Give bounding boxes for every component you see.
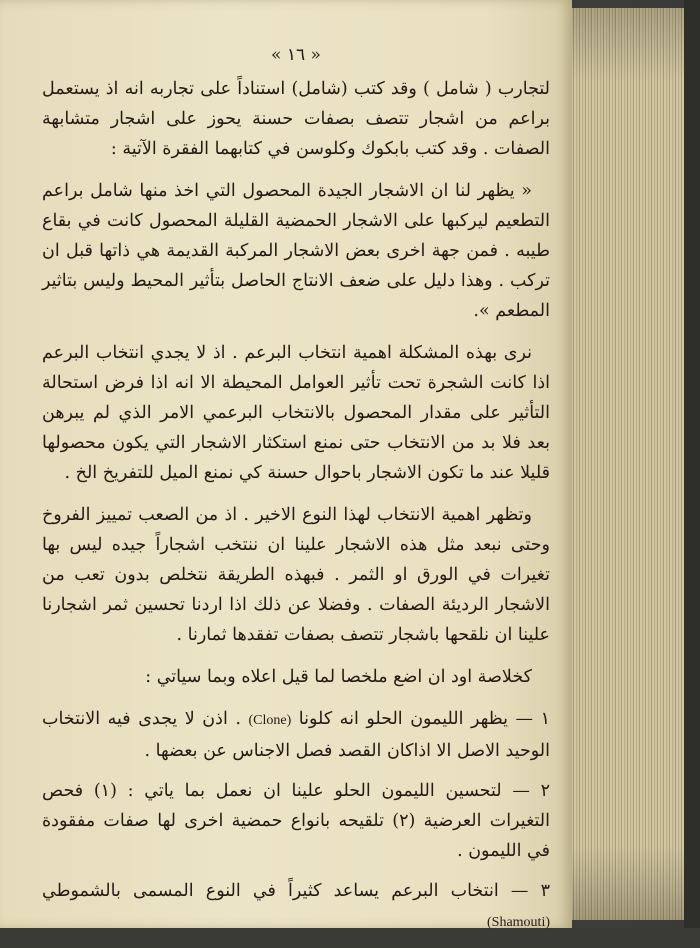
list-item [42, 876, 550, 938]
latin-term: (Clone) [248, 713, 292, 728]
list-item-number: ١ — [515, 709, 550, 729]
latin-term: (Shamouti) [487, 915, 550, 930]
list-item-number: ٣ — [510, 881, 550, 901]
list-item-text: انتخاب البرعم يساعد كثيراً في النوع المسمى بالشموطي [42, 881, 499, 901]
paragraph-4: وتظهر اهمية الانتخاب لهذا النوع الاخير . اذ من الصعب تمييز الفروخ وحتى نبعد مثل هذه الاشجار علينا ان ننتخب اشجاراً جيده ليس بها تغيرات في الورق او الثمر . فبهذه الطريقة نتخلص بدون تعب من الاشجار الرديئة الصفات . وفضلا عن ذلك اذا اردنا تحسين ثمر اشجارنا علينا ان نلقحها باشجار تتصف بصفات تفقدها ثمارنا . [42, 505, 550, 645]
paragraph-3: نرى بهذه المشكلة اهمية انتخاب البرعم . اذ لا يجدي انتخاب البرعم اذا كانت الشجرة تحت تأثير العوامل المحيطة الا انه اذا فرض استحالة التأثير على مقدار المحصول بالانتخاب البرعمي الامر الذي لم يبرهن بعد فلا بد من الانتخاب حتى نمنع استكثار الاشجار التي يكون محصولها قليلا عند ما تكون الاشجار باحوال حسنة كي نمنع الميل للتفريخ الخ . [42, 343, 550, 483]
list-item-text: يظهر الليمون الحلو انه كلونا [298, 709, 508, 729]
book-page-edges [566, 8, 686, 920]
list-item [42, 776, 550, 866]
list-item-text-cont: . اذن لا يجدى فيه الانتخاب الوحيد الاصل الا اذاكان القصد فصل الاجناس عن بعضها . [42, 709, 550, 761]
list-item-text: لتحسين الليمون الحلو علينا ان نعمل بما ياتي : (١) فحص التغيرات العرضية (٢) تلقيحه بانواع حمضية اخرى لها صفات مفقودة في الليمون . [42, 781, 550, 861]
paragraph-1: لتجارب ( شامل ) وقد كتب (شامل) استناداً على تجاربه انه اذ يستعمل براعم من اشجار تتصف بصفات حسنة يحوز على اشجار متشابهة الصفات . وقد كتب بابكوك وكلوسن في كتابهما الفقرة الآتية : [42, 79, 550, 159]
page-text-block [42, 40, 550, 948]
list-item [42, 704, 550, 766]
book-cover-edge [684, 0, 700, 928]
page-number: « ١٦ » [271, 45, 321, 65]
list-item-number: ٢ — [512, 781, 550, 801]
quote-paragraph: « يظهر لنا ان الاشجار الجيدة المحصول التي اخذ منها شامل براعم التطعيم ليركبها على الاشجار الحمضية القليلة المحصول كانت في بقاع طيبه . فمن جهة اخرى بعض الاشجار المركبة القديمة هي ذاتها قبل ان تركب . وهذا دليل على ضعف الانتاج الحاصل بتأثير المحيط وليس بتاثير المطعم ». [42, 181, 550, 321]
summary-intro: كخلاصة اود ان اضع ملخصا لما قيل اعلاه وبما سياتي : [145, 667, 532, 687]
